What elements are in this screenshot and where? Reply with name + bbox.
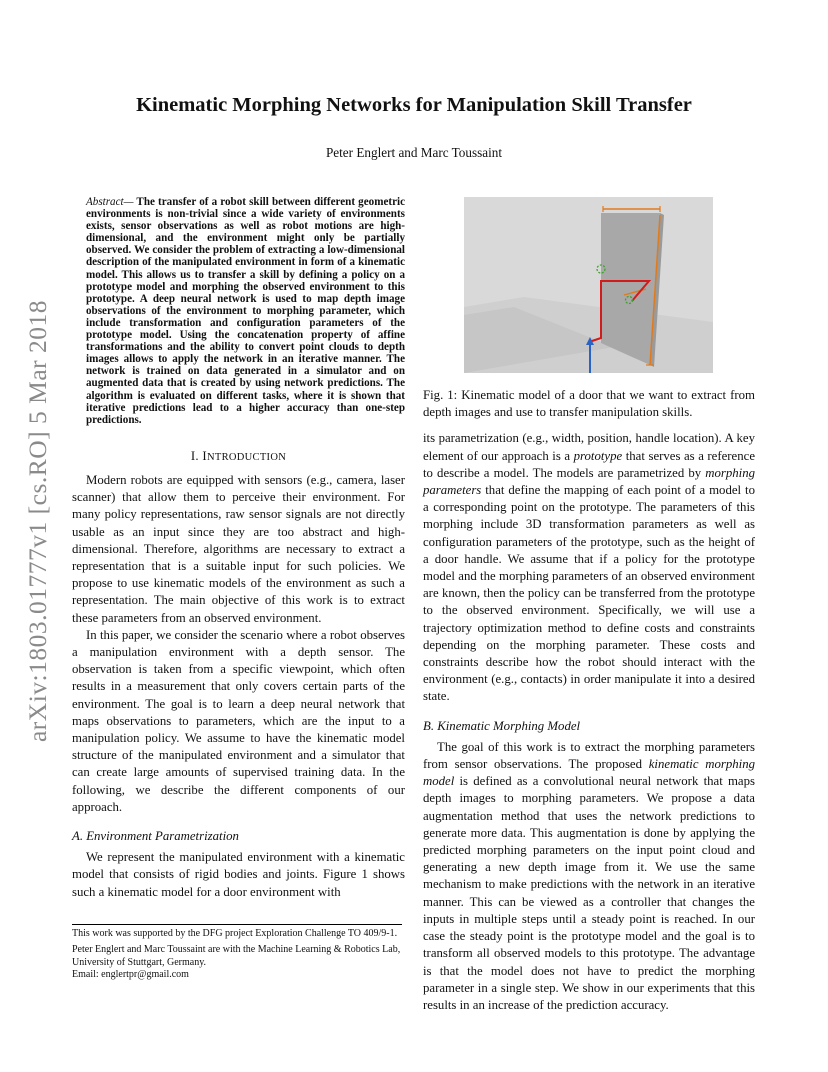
footnote-rule: [72, 924, 402, 925]
abstract-text: The transfer of a robot skill between different geometric environments is non-trivial since a wide variety of environments exists, sensor observations as well as robot motions are high-dimensional, and the environment might only be partially observed. We consider the problem of extracting a low-dimensional description of the manipulated environment in form of a kinematic model. This allows us to transfer a skill by defining a policy on a prototype model and morphing the observed environment to this prototype. A deep neural network is used to map depth image observations of the environment to morphing parameter, which include transformation and configuration parameters of the prototype model. Using the concatenation property of affine transformations and the ability to convert point clouds to depth images allows to apply the network in an iterative manner. The network is trained on data generated in a simulator and on augmented data that is created by using network predictions. The algorithm is evaluated on different tasks, where it is shown that iterative predictions lead to a higher accuracy than one-step predictions.: [86, 196, 405, 426]
intro-paragraph-1: Modern robots are equipped with sensors (e.g., camera, laser scanner) that allow them to perceive their environment. For many policy representations, raw sensor signals are not directly usable as an input since they are too abstract and high-dimensional. Therefore, algorithms are necessary to extract a representation that is a suitable input for such policies. We propose to use kinematic models of the environment as such a representation. The main objective of this work is to extract these parameters from an observed environment.: [72, 472, 405, 625]
subsection-heading-a: A. Environment Parametrization: [72, 829, 239, 844]
arxiv-stamp-text: arXiv:1803.01777v1 [cs.RO] 5 Mar 2018: [23, 299, 52, 743]
arxiv-stamp: [24, 286, 52, 756]
figure-1-caption: Fig. 1: Kinematic model of a door that we want to extract from depth images and use to transfer manipulation skills.: [423, 388, 755, 420]
subsection-a-paragraph: We represent the manipulated environment with a kinematic model that consists of rigid bodies and joints. Figure 1 shows such a kinematic model for a door environment with: [72, 850, 405, 899]
text-run: that serves as a reference to describe a model. The models are parametrized by: [423, 448, 756, 480]
subsection-heading-b: B. Kinematic Morphing Model: [423, 718, 581, 733]
figure-1-kinematic-door: [464, 197, 713, 373]
section-heading-introduction: [72, 448, 405, 466]
footnotes: [72, 928, 402, 986]
paper-authors: Peter Englert and Marc Toussaint: [325, 145, 503, 160]
abstract: [72, 196, 405, 426]
footnote-funding: This work was supported by the DFG project Exploration Challenge TO 409/9-1.: [72, 928, 398, 939]
section-number: I.: [190, 448, 203, 463]
footnote-affiliation: Peter Englert and Marc Toussaint are with the Machine Learning & Robotics Lab, University of Stuttgart, Germany.: [72, 944, 401, 968]
footnote-email: Email: englertpr@gmail.com: [72, 969, 189, 981]
abstract-label: Abstract—: [86, 196, 134, 208]
right-column: [423, 387, 755, 1014]
intro-paragraph-2: In this paper, we consider the scenario where a robot observes a manipulation environment with a depth sensor. The observation is taken from a specific viewpoint, which often results in a measurement that only covers certain parts of the environment. The goal is to learn a deep neural network that maps observations to parameters, which are the input to a manipulation policy. We assume to have the kinematic model structure of the manipulated environment and a simulator that can create large amounts of supervised training data. In the following, we describe the different components of our approach.: [72, 627, 405, 814]
paper-title: Kinematic Morphing Networks for Manipulation Skill Transfer: [136, 94, 692, 116]
section-title-rest: NTRODUCTION: [206, 451, 287, 463]
section-title-initial: I: [202, 448, 207, 463]
text-run: is defined as a convolutional neural network that maps depth images to morphing parameters. We propose a data augmentation method that uses the network predictions to generate more data. This augmentation is done by applying the predicted morphing parameters on the input point cloud and generating a new depth image from it. We use the same mechanism to make predictions with the network in an iterative manner. This can be viewed as a controller that changes the inputs in multiple steps until a steady point is reached. In our case the steady point is the prototype model and the goal is to transform all observed models to this prototype. The advantage is that the model does not have to predict the morphing parameter in a single step. We show in our experiments that this results in an increase of the prediction accuracy.: [423, 774, 755, 1012]
subsection-b-paragraph: [423, 739, 755, 1014]
environment-parametrization-continued: [423, 430, 755, 705]
left-column: [72, 196, 405, 901]
text-run: that define the mapping of each point of a model to a corresponding point on the prototype. The parameters of this morphing include 3D transformation parameters as well as configuration parameters of the prototype, such as the height of a door handle. We assume that if a policy for the prototype model and the morphing parameters of an observed environment are known, then the policy can be transferred from the prototype to the observed environment. Specifically, we will use a trajectory optimization method to define costs and constraints depending on the morphing parameter. These costs and constraints describe how the robot should interact with the environment (e.g., contacts) in order manipulate it into a desired state.: [423, 483, 755, 704]
text-run: its parametrization (e.g., width, position, handle location). A key element of our approach is a: [423, 431, 755, 463]
text-run: The goal of this work is to extract the morphing parameters from sensor observations. The proposed: [423, 739, 755, 772]
emphasis-prototype: prototype: [573, 448, 623, 463]
emphasis-kinematic-morphing-model: kinematic morphing model: [423, 757, 756, 789]
emphasis-morphing-parameters: morphing parameters: [423, 465, 755, 498]
